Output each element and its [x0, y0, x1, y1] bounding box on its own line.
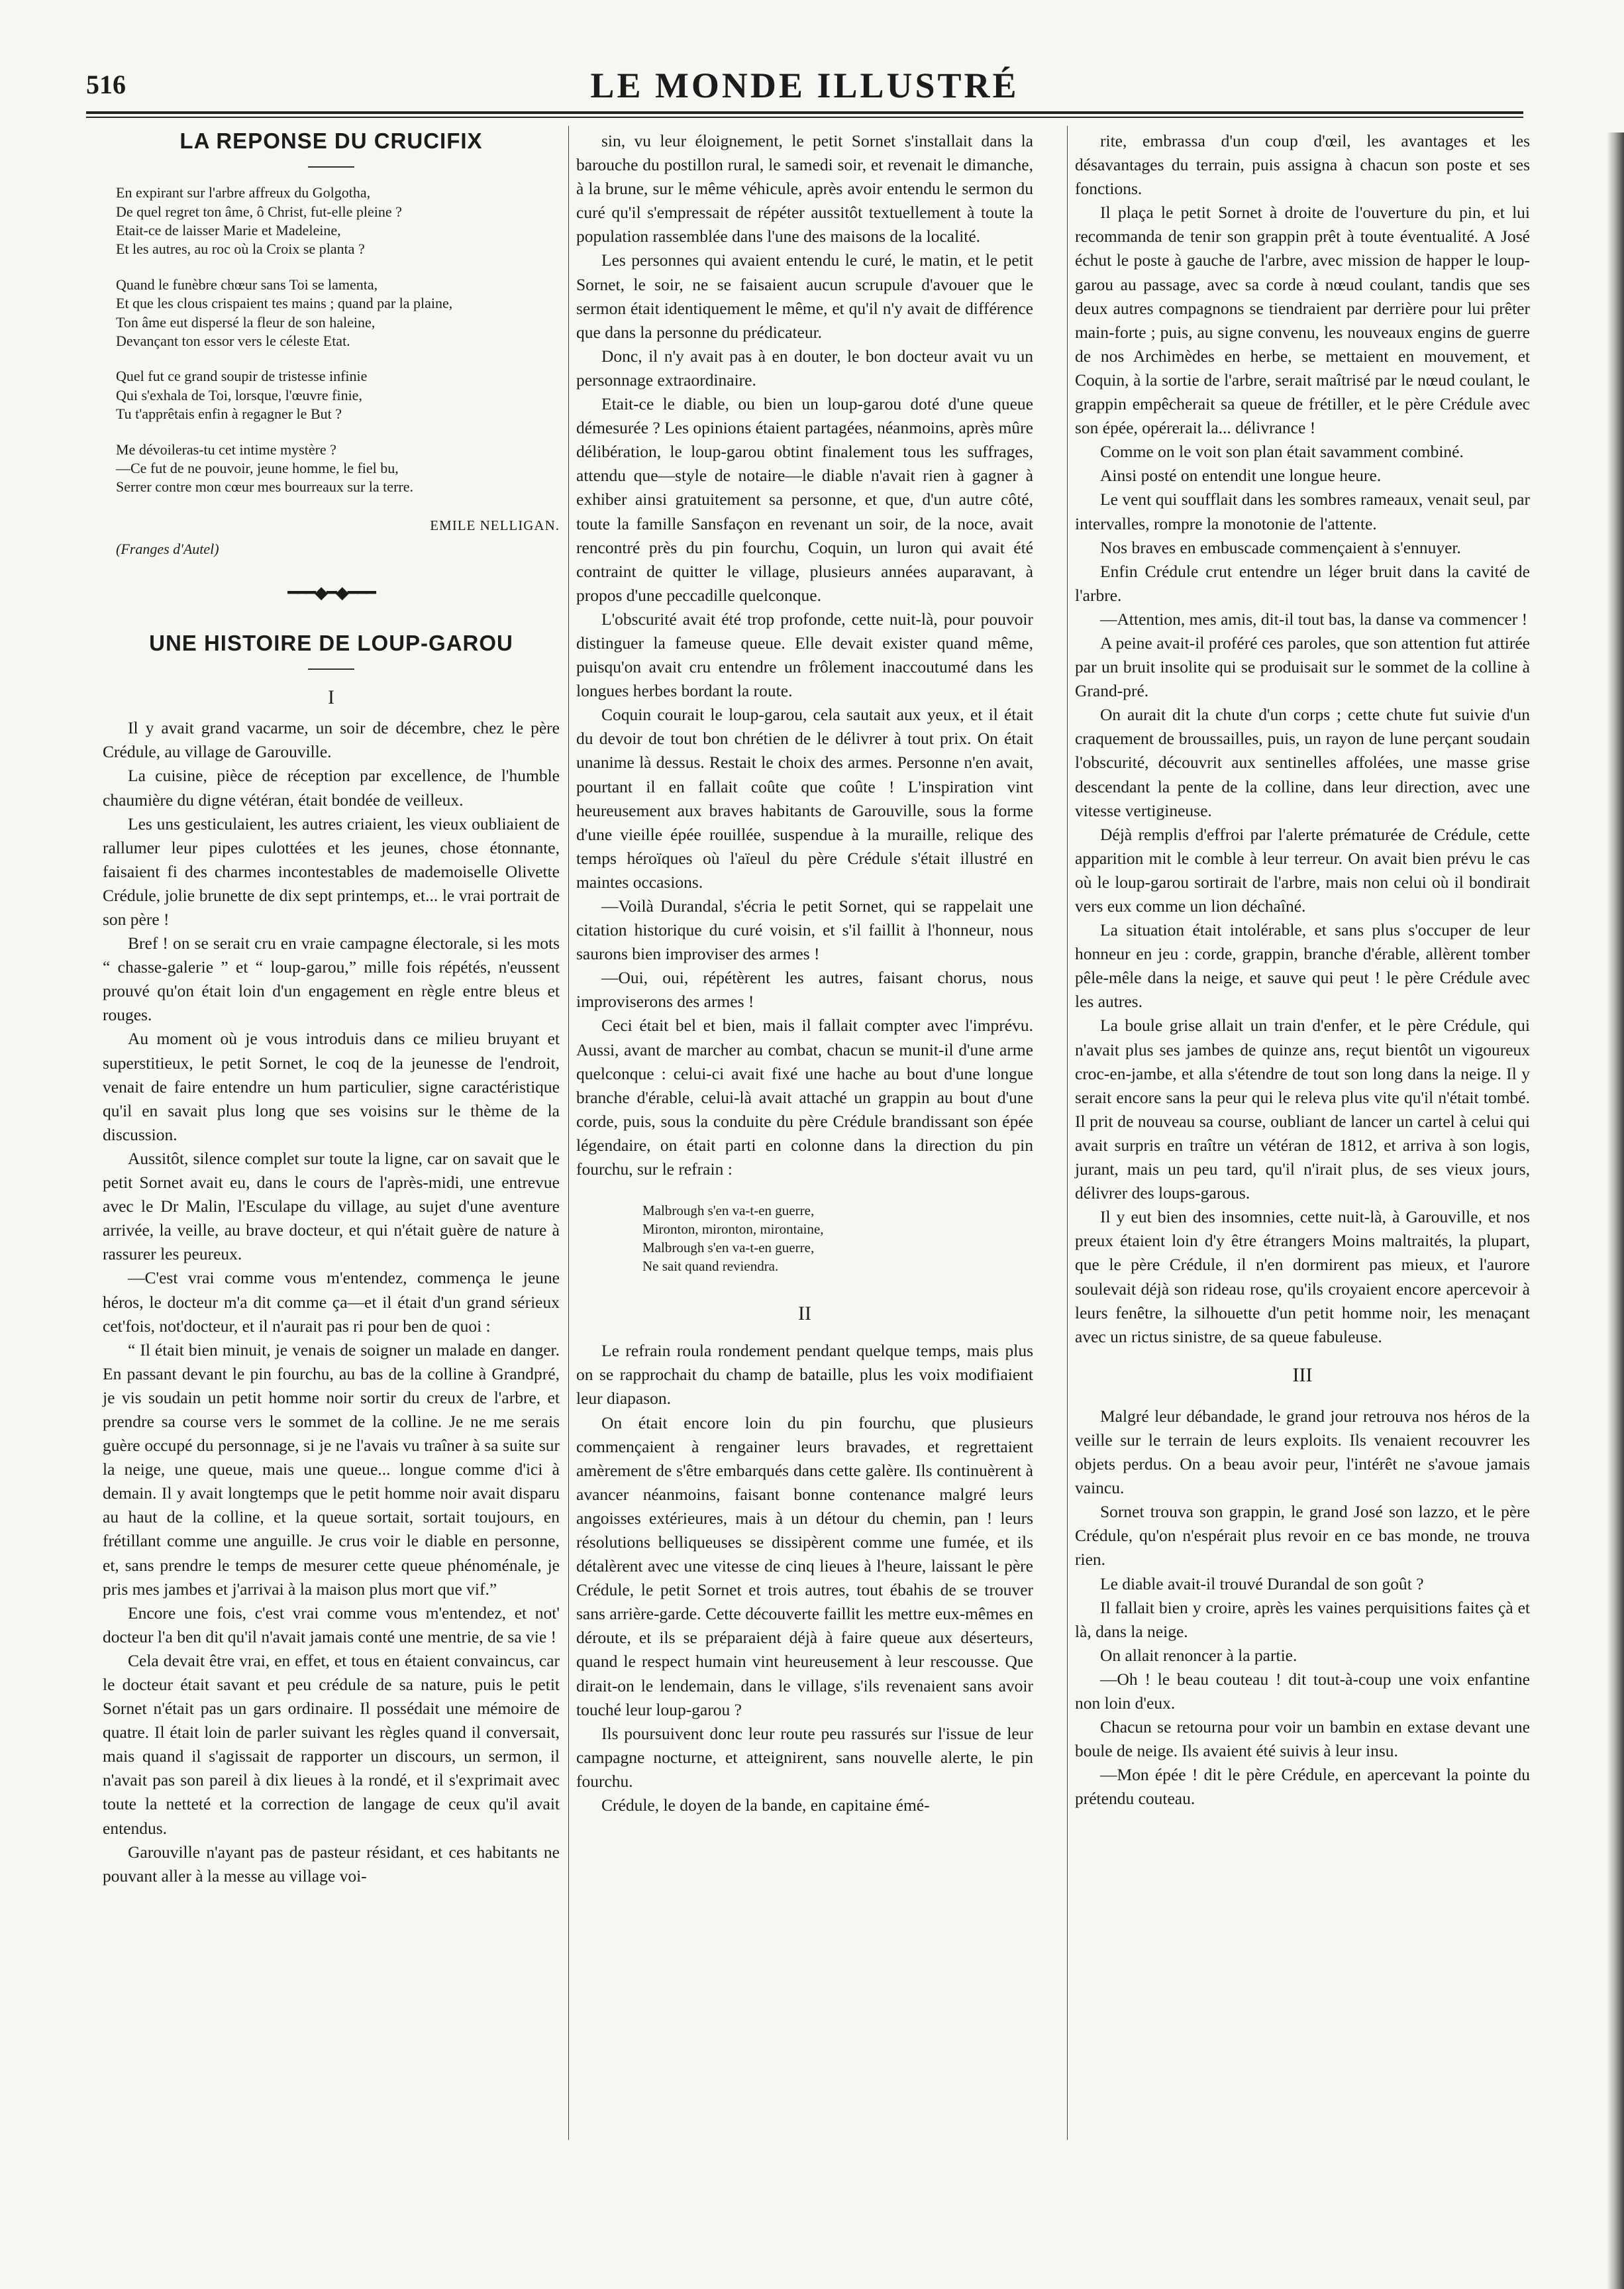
- poem-line: Quand le funèbre chœur sans Toi se lamenta,: [116, 276, 378, 293]
- poem-line: Serrer contre mon cœur mes bourreaux sur la terre.: [116, 478, 413, 496]
- poem-line: —Ce fut de ne pouvoir, jeune homme, le fiel bu,: [116, 459, 399, 476]
- paragraph: Ceci était bel et bien, mais il fallait compter avec l'imprévu. Aussi, avant de marcher au combat, chacun se munit-il d'une arme quelconque : celui-ci avait fixé une hache au bout d'une longue branche d'érable, celui-là avait attaché un grappin au bout d'une corde, puis, sous la conduite du père Crédule brandissant son épée légendaire, on était parti en colonne dans la direction du pin fourchu, sur le refrain :: [576, 1016, 1033, 1179]
- paragraph: Malgré leur débandade, le grand jour retrouva nos héros de la veille sur le terrain de leurs exploits. Ils venaient recouvrer les objets perdus. On a beau avoir peur, l'intérêt ne s'avoue jamais vaincu.: [1075, 1406, 1530, 1498]
- poem-title: LA REPONSE DU CRUCIFIX: [179, 129, 483, 153]
- paragraph: Comme on le voit son plan était savamment combiné.: [1100, 442, 1464, 462]
- paragraph: Il y avait grand vacarme, un soir de décembre, chez le père Crédule, au village de Garouville.: [103, 718, 560, 762]
- paragraph: Coquin courait le loup-garou, cela sautait aux yeux, et il était du devoir de tout bon chrétien de le délivrer à tout prix. On était unanime là dessus. Restait le choix des armes. Personne n'en avait, pourtant il en fallait coûte que coûte ! L'inspiration vint heureusement aux braves habitants de Garouville, sous la forme d'une vieille épée rouillée, suspendue à la muraille, relique des temps héroïques où l'aïeul du père Crédule s'était illustré en maintes occasions.: [576, 705, 1033, 892]
- paragraph: rite, embrassa d'un coup d'œil, les avantages et les désavantages du terrain, puis assigna à chacun son poste et ses fonctions.: [1075, 131, 1530, 199]
- poem-line: Et les autres, au roc où la Croix se planta ?: [116, 240, 365, 258]
- paragraph: On allait renoncer à la partie.: [1100, 1645, 1297, 1665]
- paragraph: Aussitôt, silence complet sur toute la ligne, car on savait que le petit Sornet avait eu, dans le cours de l'après-midi, une entrevue avec le Dr Malin, l'Esculape du village, au sujet d'une aventure arrivée, la veille, au brave docteur, et qui n'était guère de nature à rassurer les peureux.: [103, 1148, 560, 1264]
- poem-stanza: [116, 441, 560, 497]
- paragraph: Nos braves en embuscade commençaient à s'ennuyer.: [1100, 537, 1461, 557]
- header-rule: [86, 111, 1523, 114]
- paragraph: “ Il était bien minuit, je venais de soigner un malade en danger. En passant devant le pin fourchu, au bas de la colline à Grandpré, je vis soudain un petit homme noir sortir du creux de l'arbre, et prendre sa course vers le sommet de la colline. Je ne me serais guère occupé du personnage, si je ne l'avais vu traîner à sa suite sur la neige, une queue, mais une queue... longue comme d'ici à demain. Il y avait longtemps que le petit homme noir avait disparu au haut de la colline, et la queue sortait, sortait toujours, en frétillant comme une anguille. Je crus voir le diable en personne, et, sans prendre le temps de mesurer cette queue phénoménale, je pris mes jambes et j'arrivai à la maison plus mort que vif.”: [103, 1340, 560, 1599]
- poem-line: Qui s'exhala de Toi, lorsque, l'œuvre finie,: [116, 386, 362, 403]
- paragraph: Chacun se retourna pour voir un bambin en extase devant une boule de neige. Ils avaient été suivis à leur insu.: [1075, 1717, 1530, 1761]
- section-number: I: [328, 686, 334, 709]
- paragraph: Il plaça le petit Sornet à droite de l'ouverture du pin, et lui recommanda de tenir son grappin prêt à toute éventualité. A José échut le poste à gauche de l'arbre, avec mission de happer le loup-garou au passage, avec sa corde à nœud coulant, tandis que ses deux autres compagnons se tiendraient par derrière pour lui prêter main-forte ; puis, au signe convenu, les nouveaux engins de guerre de nos Archimèdes en herbe, se mettaient en mouvement, et Coquin, à la sortie de l'arbre, serait maîtrisé par le nœud coulant, le grappin empêcherait sa queue de frétiller, et le père Crédule avec son épée, opérerait la... délivrance !: [1075, 203, 1530, 438]
- paragraph: Ils poursuivent donc leur route peu rassurés sur l'issue de leur campagne nocturne, et atteignirent, sans nouvelle alerte, le pin fourchu.: [576, 1723, 1033, 1791]
- paragraph: —Attention, mes amis, dit-il tout bas, la danse va commencer !: [1100, 609, 1528, 629]
- paragraph: La cuisine, pièce de réception par excellence, de l'humble chaumière du digne vétéran, était bondée de veilleux.: [103, 766, 560, 810]
- masthead-title: LE MONDE ILLUSTRÉ: [590, 66, 1019, 105]
- paragraph: Bref ! on se serait cru en vraie campagne électorale, si les mots “ chasse-galerie ” et “ loup-garou,” mille fois répétés, n'eussent prouvé qu'on était loin d'un engagement en règle entre bleus et rouges.: [103, 933, 560, 1025]
- paragraph: On était encore loin du pin fourchu, que plusieurs commençaient à rengainer leurs bravades, et regrettaient amèrement de s'être embarqués dans cette galère. Ils continuèrent à avancer néanmoins, faisant bonne contenance malgré leurs angoisses extérieures, mais à un détour du chemin, pan ! leurs résolutions belliqueuses se dissipèrent comme une fumée, et ils détalèrent avec une vitesse de cinq lieues à l'heure, laissant le père Crédule, le petit Sornet et trois autres, tout ébahis de se trouver sans arrière-garde. Cette découverte faillit les mettre eux-mêmes en déroute, et ils se préparaient déjà à faire queue aux déserteurs, quand le respect humain vint heureusement à leur rescousse. Que dirait-on le lendemain, dans le village, s'ils revenaient sans avoir touché leur loup-garou ?: [576, 1412, 1033, 1719]
- poem-body: [116, 184, 560, 497]
- title-rule: [308, 166, 354, 168]
- column-3-text-a: [1075, 129, 1530, 1349]
- paragraph: Les uns gesticulaient, les autres criaient, les vieux oubliaient de rallumer leur pipes culottées et les jeunes, chose étonnante, faisaient fi des charmes incontestables de mademoiselle Olivette Crédule, jolie brunette de dix sept printemps, et... le vrai portrait de son père !: [103, 814, 560, 929]
- poem-line: En expirant sur l'arbre affreux du Golgotha,: [116, 184, 371, 201]
- column-divider: [1067, 126, 1068, 2140]
- paragraph: Etait-ce le diable, ou bien un loup-garou doté d'une queue démesurée ? Les opinions étaient partagées, néanmoins, après mûre délibération, le loup-garou obtint finalement tous les suffrages, attendu que—style de notaire—le diable n'avait rien à gagner à exhiber ainsi gratuitement sa personne, et que, d'un autre côté, toute la famille Sansfaçon en revenant un soir, de la noce, avait rencontré près du pin fourchu, Coquin, un luron qui avait été contraint de quitter le village, plusieurs années auparavant, à propos d'une peccadille quelconque.: [576, 394, 1033, 605]
- column-divider: [568, 126, 569, 2140]
- column-3: [1075, 129, 1530, 1811]
- poem-line: Etait-ce de laisser Marie et Madeleine,: [116, 221, 341, 239]
- paragraph: —Oh ! le beau couteau ! dit tout-à-coup une voix enfantine non loin d'eux.: [1075, 1669, 1530, 1713]
- song-line: Mironton, mironton, mirontaine,: [642, 1221, 824, 1238]
- song-refrain: [642, 1201, 1033, 1275]
- header-rule-thin: [86, 117, 1523, 118]
- page-header: [86, 65, 1523, 111]
- paragraph: —Voilà Durandal, s'écria le petit Sornet, qui se rappelait une citation historique du curé voisin, et s'il faillit à l'honneur, nous saurons bien improviser des armes !: [576, 896, 1033, 964]
- paragraph: Ainsi posté on entendit une longue heure.: [1100, 466, 1382, 486]
- poem-source: (Franges d'Autel): [116, 540, 219, 557]
- story-title: UNE HISTOIRE DE LOUP-GAROU: [149, 631, 513, 656]
- paragraph: La situation était intolérable, et sans plus s'occuper de leur honneur en jeu : corde, grappin, branche d'érable, allèrent tomber pêle-mêle dans la neige, et sauve qui peut ! le père Crédule avec les autres.: [1075, 920, 1530, 1012]
- song-line: Ne sait quand reviendra.: [642, 1258, 779, 1275]
- poem-stanza: [116, 276, 560, 351]
- song-line: Malbrough s'en va-t-en guerre,: [642, 1240, 815, 1256]
- poem-line: Ton âme eut dispersé la fleur de son haleine,: [116, 313, 376, 331]
- paragraph: —Oui, oui, répétèrent les autres, faisant chorus, nous improviserons des armes !: [576, 968, 1033, 1012]
- column-2: [576, 129, 1033, 1817]
- paragraph: Cela devait être vrai, en effet, et tous en étaient convaincus, car le docteur était savant et peu crédule de sa nature, puis le petit Sornet n'était pas un gars ordinaire. Il possédait une mémoire de quatre. Il était loin de parler suivant les règles quand il conversait, mais quand il s'agissait de rapporter un discours, un sermon, il n'avait pas son pareil à dix lieues à la rondé, et il s'exprimait avec toute la netteté et la correction de langage de ceux qu'il avait entendus.: [103, 1650, 560, 1838]
- column-2-text-a: [576, 129, 1033, 1181]
- poem-line: Me dévoileras-tu cet intime mystère ?: [116, 441, 336, 458]
- paragraph: Sornet trouva son grappin, le grand José son lazzo, et le père Crédule, qu'on n'espérait plus revoir en ce bas monde, ne trouva rien.: [1075, 1502, 1530, 1570]
- song-line: Malbrough s'en va-t-en guerre,: [642, 1202, 815, 1219]
- paragraph: Les personnes qui avaient entendu le curé, le matin, et le petit Sornet, le soir, ne se faisaient aucun scrupule d'avouer que le sermon était identiquement le même, et qu'il n'y avait de différence que dans la personne du prédicateur.: [576, 250, 1033, 342]
- paragraph: —C'est vrai comme vous m'entendez, commença le jeune héros, le docteur m'a dit comme ça—et il était d'un grand sérieux cet'fois, not'docteur, et il n'aurait pas ri pour ben de quoi :: [103, 1268, 560, 1336]
- paragraph: Crédule, le doyen de la bande, en capitaine émé-: [601, 1795, 930, 1815]
- paragraph: sin, vu leur éloignement, le petit Sornet s'installait dans la barouche du postillon rural, le samedi soir, et revenait le dimanche, à la brune, sur le même véhicule, après avoir entendu le sermon du curé qu'il s'empressait de répéter aussitôt textuellement à toute la population rassemblée dans l'une des maisons de la localité.: [576, 131, 1033, 246]
- paragraph: Enfin Crédule crut entendre un léger bruit dans la cavité de l'arbre.: [1075, 561, 1530, 605]
- paragraph: —Mon épée ! dit le père Crédule, en apercevant la pointe du prétendu couteau.: [1075, 1765, 1530, 1809]
- section-number: II: [798, 1303, 811, 1325]
- page-number: 516: [86, 70, 126, 99]
- column-1-text: [103, 716, 560, 1888]
- paragraph: La boule grise allait un train d'enfer, et le père Crédule, qui n'avait plus ses jambes de quinze ans, reçut bientôt un vigoureux croc-en-jambe, et alla s'étendre de tout son long dans la neige. Il y serait encore sans la peur qui le releva plus vite qu'il n'était tombé. Il prit de nouveau sa course, oubliant de lancer un cartel à celui qui avait surpris en traître un vétéran de 1812, et arriva à son logis, jurant, mais un peu tard, qu'il n'irait plus, de ses vieux jours, délivrer des loups-garous.: [1075, 1016, 1530, 1203]
- paragraph: Au moment où je vous introduis dans ce milieu bruyant et superstitieux, le petit Sornet, le coq de la jeunesse de l'endroit, venait de faire entendre un hum particulier, signe caractéristique qu'il en savait plus long que ses voisins sur le thème de la discussion.: [103, 1029, 560, 1144]
- paragraph: L'obscurité avait été trop profonde, cette nuit-là, pour pouvoir distinguer la fameuse queue. Elle devait exister quand même, puisqu'on avait cru entendre un frôlement inaccoutumé dans les longues herbes bordant la route.: [576, 609, 1033, 701]
- poem-line: De quel regret ton âme, ô Christ, fut-elle pleine ?: [116, 203, 402, 220]
- poem-stanza: [116, 367, 560, 423]
- page-edge-shadow: [1607, 133, 1624, 2289]
- title-rule: [308, 668, 354, 670]
- column-2-text-b: [576, 1339, 1033, 1817]
- poem-author: EMILE NELLIGAN.: [430, 517, 560, 533]
- paragraph: Le vent qui soufflait dans les sombres rameaux, venait seul, par intervalles, rompre la monotonie de l'attente.: [1075, 490, 1530, 533]
- section-number: III: [1292, 1363, 1313, 1386]
- poem-line: Et que les clous crispaient tes mains ; quand par la plaine,: [116, 295, 453, 312]
- paragraph: Le refrain roula rondement pendant quelque temps, mais plus on se rapprochait du champ de bataille, plus les voix modifiaient leur diapason.: [576, 1341, 1033, 1409]
- column-1: [103, 129, 560, 1888]
- paragraph: Garouville n'ayant pas de pasteur résidant, et ces habitants ne pouvant aller à la messe au village voi-: [103, 1842, 560, 1886]
- column-3-text-b: [1075, 1405, 1530, 1811]
- ornament-divider: ━━━◆━◆━━━: [287, 582, 375, 602]
- paragraph: Encore une fois, c'est vrai comme vous m'entendez, et not' docteur l'a ben dit qu'il n'avait jamais conté une mentrie, de sa vie !: [103, 1603, 560, 1646]
- paragraph: Il y eut bien des insomnies, cette nuit-là, à Garouville, et nos preux étaient loin d'y être étrangers Moins maltraités, la plupart, que le père Crédule, il n'en dormirent pas mieux, et l'aurore soulevait déjà son rideau rose, qu'ils croyaient encore apercevoir à leurs fenêtre, la silhouette d'un petit homme noir, les menaçant avec un rictus sinistre, de sa queue fabuleuse.: [1075, 1207, 1530, 1346]
- paragraph: Donc, il n'y avait pas à en douter, le bon docteur avait vu un personnage extraordinaire.: [576, 346, 1033, 390]
- poem-stanza: [116, 184, 560, 259]
- paragraph: A peine avait-il proféré ces paroles, que son attention fut attirée par un bruit insolite qui se produisait sur le sommet de la colline à Grand-pré.: [1075, 633, 1530, 701]
- paragraph: Il fallait bien y croire, après les vaines perquisitions faites çà et là, dans la neige.: [1075, 1597, 1530, 1641]
- poem-line: Devançant ton essor vers le céleste Etat.: [116, 332, 350, 349]
- paragraph: Déjà remplis d'effroi par l'alerte prématurée de Crédule, cette apparition mit le comble à leur terreur. On avait bien prévu le cas où le loup-garou sortirait de l'arbre, mais non celui où il bondirait vers eux comme un lion déchaîné.: [1075, 824, 1530, 916]
- poem-line: Quel fut ce grand soupir de tristesse infinie: [116, 368, 368, 385]
- paragraph: Le diable avait-il trouvé Durandal de son goût ?: [1100, 1573, 1424, 1593]
- poem-line: Tu t'apprêtais enfin à regagner le But ?: [116, 405, 342, 423]
- paragraph: On aurait dit la chute d'un corps ; cette chute fut suivie d'un craquement de broussailles, puis, un rayon de lune perçant soudain l'obscurité, découvrit aux sentinelles affolées, une masse grise descendant la pente de la colline, dans leur direction, avec une vitesse vertigineuse.: [1075, 705, 1530, 820]
